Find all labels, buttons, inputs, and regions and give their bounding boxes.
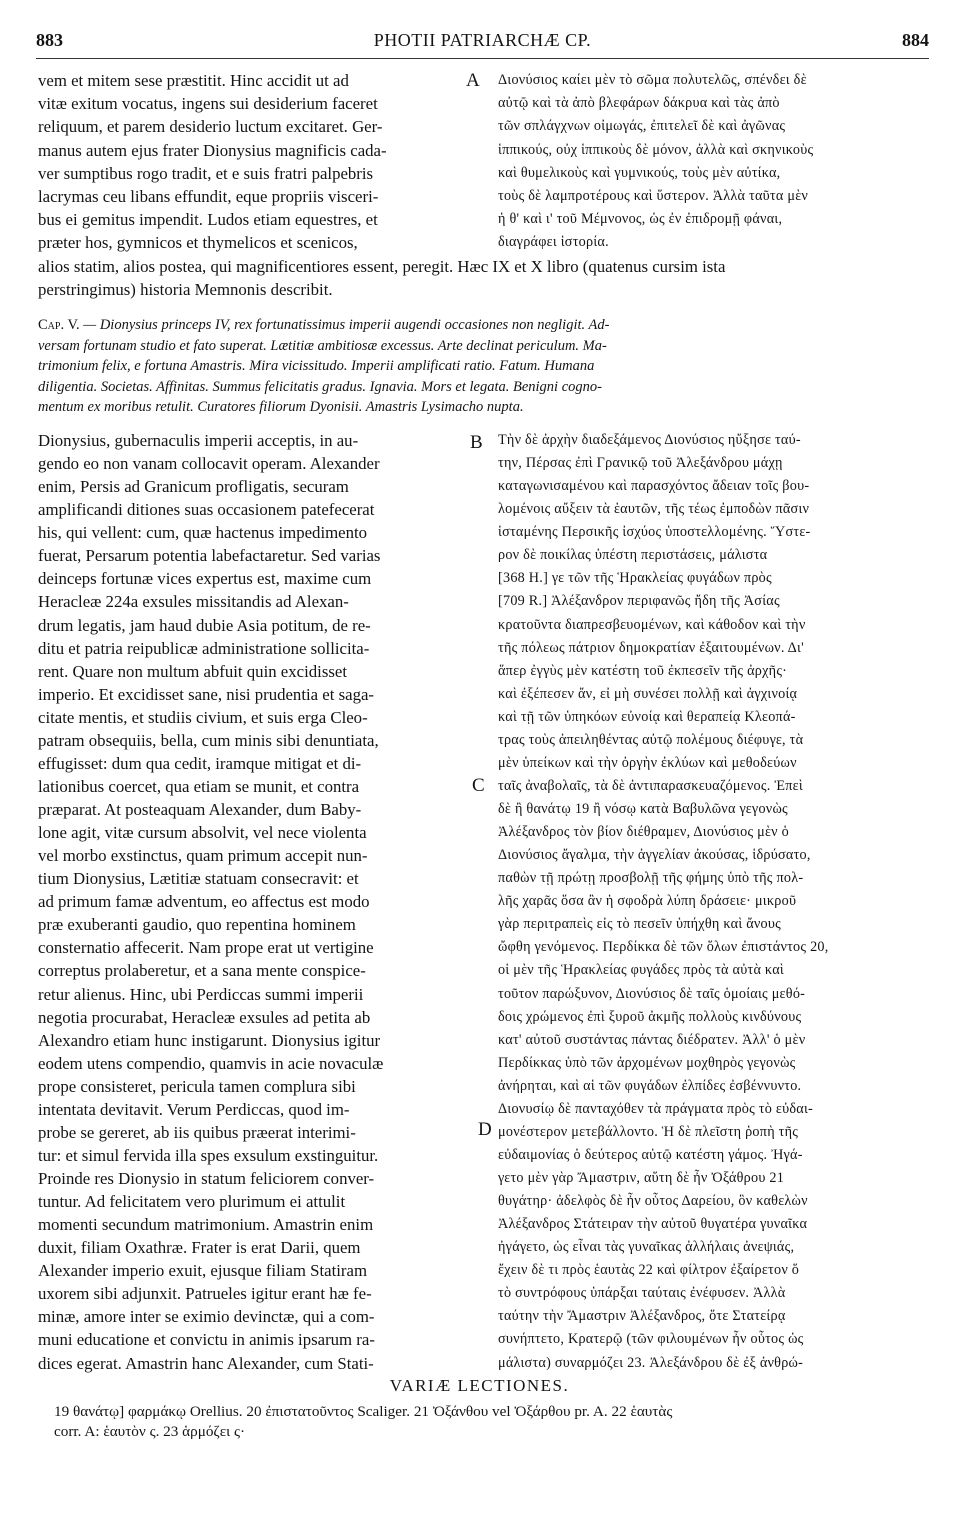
greek-line: ταῖς ἀναβολαῖς, τὰ δὲ ἀντιπαρασκευαζόμενος. Ἐπεὶ	[498, 777, 803, 794]
latin-line: præ exuberanti gaudio, quo repentina hominem	[38, 915, 356, 935]
latin-line: probe se gereret, ab iis quibus præerat interimi-	[38, 1122, 356, 1142]
latin-line: rent. Quare non multum abfuit quin excidisset	[38, 661, 347, 681]
latin-line: negotia procurabat, Heracleæ exsules ad petita ab	[38, 1007, 371, 1027]
greek-line: Διονύσιος καίει μὲν τὸ σῶμα πολυτελῶς, σπένδει δὲ	[498, 72, 807, 88]
greek-line: την, Πέρσας ἐπὶ Γρανικῷ τοῦ Ἀλεξάνδρου μάχῃ	[498, 455, 783, 472]
latin-line: fuerat, Persarum potentia labefactaretur. Sed varias	[38, 546, 381, 566]
latin-line: Alexandro etiam hunc instigarunt. Dionysius igitur	[38, 1030, 381, 1050]
latin-line: deinceps fortunæ vices expertus est, maxime cum	[38, 569, 372, 589]
greek-line: ὤφθη γενόμενος. Περδίκκα δὲ τῶν ὅλων ἐπιστάντος 20,	[498, 939, 829, 956]
latin-line: bus ei gemitus impendit. Ludos etiam equestres, et	[38, 210, 378, 230]
summary-line	[38, 315, 930, 336]
latin-line: correptus prolaberetur, et a sana mente conspice-	[38, 961, 366, 981]
greek-column-top	[498, 69, 930, 255]
latin-line: Alexander imperio exuit, ejusque filiam Statiram	[38, 1261, 368, 1281]
greek-line: λομένοις αὔξειν τὰ ἑαυτῶν, τῆς τέως ἐμποδὼν πᾶσιν	[498, 501, 810, 518]
greek-line: γὰρ περιτραπεὶς εἰς τὸ πεσεῖν ὑπήχθη καὶ ἄνους	[498, 916, 782, 933]
summary-line: versam fortunam studio et fato superat. Lætitiæ ambitiosæ excessus. Arte declinat periculum. Ma-	[38, 337, 607, 354]
page-number-left: 883	[36, 30, 63, 50]
greek-line: ἅπερ ἐγγὺς μὲν κατέστη τοῦ ἐκπεσεῖν τῆς ἀρχῆς·	[498, 662, 788, 679]
summary-line: trimonium felix, e fortuna Amastris. Mira vicissitudo. Imperii amplificati ratio. Fatum. Humana	[38, 358, 595, 375]
greek-column-main	[498, 429, 930, 1375]
running-header	[36, 30, 929, 59]
latin-line: enim, Persis ad Granicum profligatis, securam	[38, 477, 349, 497]
greek-line: δὲ ἢ θανάτῳ 19 ἢ νόσῳ κατὰ Βαβυλῶνα γεγονὼς	[498, 801, 788, 817]
latin-line: muni educatione et convictu in animis ipsarum ra-	[38, 1330, 375, 1350]
margin-letter-d: D	[478, 1119, 492, 1140]
latin-line: dices egerat. Amastrin hanc Alexander, cum Stati-	[38, 1353, 374, 1373]
summary-text: — Dionysius princeps IV, rex fortunatissimus imperii augendi occasiones non negligit. Ad-	[83, 317, 610, 333]
latin-line: gendo eo non vanam collocavit operam. Alexander	[38, 454, 380, 474]
margin-letter-c: C	[472, 775, 485, 796]
greek-line: ρον δὲ ποικίλας ὑπέστη περιστάσεις, μάλιστα	[498, 547, 768, 564]
greek-line: καὶ ἐξέπεσεν ἄν, εἰ μὴ συνέσει πολλῇ καὶ ἀγχινοίᾳ	[498, 685, 798, 702]
latin-line: eodem utens compendio, quamvis in acie novaculæ	[38, 1053, 384, 1073]
variant-note-line: 19 θανάτῳ] φαρμάκῳ Orellius. 20 ἐπιστατοῦντος Scaliger. 21 Ὀξάνθου vel Ὀξάρθου pr. A. 22 ἑαυτὰς	[54, 1403, 673, 1420]
latin-line: ad primum famæ adventum, eo affectus est modo	[38, 892, 370, 912]
latin-line: tur: et simul fervida illa spes exsulum exstinguitur.	[38, 1145, 379, 1165]
latin-line: his, qui vellent: cum, quæ hactenus impedimento	[38, 523, 368, 543]
latin-line: momenti secundum matrimonium. Amastrin enim	[38, 1215, 374, 1235]
greek-line: Διονύσιος ἄγαλμα, τὴν ἀγγελίαν ἀκούσας, ἱδρύσατο,	[498, 847, 811, 864]
latin-line: uxorem sibi adjunxit. Patrueles igitur erant hæ fe-	[38, 1284, 372, 1304]
greek-line: τοῦτον παρώξυνον, Διονύσιος δὲ ταῖς ὁμοίαις μεθό-	[498, 985, 806, 1002]
variant-note-line: corr. A: ἑαυτὸν ς. 23 ἁρμόζει ς·	[54, 1423, 246, 1440]
greek-line: Ἀλέξανδρος τὸν βίον διέθραμεν, Διονύσιος μὲν ὁ	[498, 824, 789, 841]
latin-line: tium Dionysius, Lætitiæ statuam consecravit: et	[38, 869, 359, 889]
greek-line: θυγάτηρ· ἀδελφὸς δὲ ἦν οὗτος Δαρείου, ὃν καθελὼν	[498, 1193, 808, 1210]
summary-line: diligentia. Societas. Affinitas. Summus felicitatis gradus. Ignavia. Mors et legata. Benigni cogno-	[38, 378, 602, 395]
full-width-line: alios statim, alios postea, qui magnificentiores essent, peregit. Hæc IX et X libro (quatenus cursim ista	[38, 257, 726, 276]
latin-line: Dionysius, gubernaculis imperii acceptis, in au-	[38, 431, 359, 450]
latin-line: duxit, filiam Oxathræ. Frater is erat Darii, quem	[38, 1238, 361, 1258]
greek-line: [709 R.] Ἀλέξανδρον περιφανῶς ἤδη τῆς Ἀσίας	[498, 593, 780, 610]
greek-line: ἡ θ' καὶ ι' τοῦ Μέμνονος, ὡς ἐν ἐπιδρομῇ φάναι,	[498, 211, 783, 228]
greek-line: κατ' αὐτοῦ συστάντας πάντας διέδρατεν. Ἀλλ' ὁ μὲν	[498, 1031, 806, 1048]
latin-line: consternatio affecerit. Nam prope erat ut vertigine	[38, 938, 374, 958]
greek-line: τῆς πόλεως πάτριον δημοκρατίαν ἐξαιτουμένων. Δι'	[498, 639, 804, 656]
greek-line: συνήπτετο, Κρατερῷ (τῶν φιλουμένων ἦν οὗτος ὡς	[498, 1331, 804, 1348]
latin-line: amplificandi ditiones suas occasionem patefecerat	[38, 500, 375, 520]
margin-letter-b: B	[470, 432, 483, 453]
latin-line: patram obsequiis, bella, cum minis sibi denuntiata,	[38, 730, 379, 750]
latin-line: citate mentis, et studiis civium, et suis erga Cleo-	[38, 707, 368, 727]
latin-line: tuntur. Ad felicitatem vero plurimum ei attulit	[38, 1192, 346, 1212]
greek-line: διαγράφει ἱστορία.	[498, 234, 609, 251]
latin-line: lationibus coercet, qua etiam se munit, et contra	[38, 776, 360, 796]
greek-line: Διονυσίῳ δὲ πανταχόθεν τὰ πράγματα πρὸς τὸ εὐδαι-	[498, 1100, 814, 1117]
greek-line: ἀνήρηται, καὶ αἱ τῶν φυγάδων ἐλπίδες ἐσβέννυντο.	[498, 1077, 802, 1094]
latin-line: ditu et patria reipublicæ administratione sollicita-	[38, 638, 370, 658]
greek-line: καὶ θυμελικοὺς καὶ γυμνικούς, τοὺς μὲν αὐτίκα,	[498, 164, 781, 181]
greek-line: τῶν σπλάγχνων οἰμωγάς, ἐπιτελεῖ δὲ καὶ ἀγῶνας	[498, 118, 786, 135]
greek-line: Ἀλέξανδρος Στάτειραν τὴν αὐτοῦ θυγατέρα γυναῖκα	[498, 1216, 808, 1233]
greek-line: Τὴν δὲ ἀρχὴν διαδεξάμενος Διονύσιος ηὔξησε ταύ-	[498, 432, 801, 448]
full-width-line: perstringimus) historia Memnonis describit.	[38, 280, 333, 300]
greek-line: μονέστερον μετεβάλλοντο. Ἡ δὲ πλεῖστη ῥοπὴ τῆς	[498, 1123, 799, 1140]
chapter-summary	[38, 315, 930, 418]
greek-line: αὐτῷ καὶ τὰ ἀπὸ βλεφάρων δάκρυα καὶ τὰς ἀπὸ	[498, 95, 780, 112]
greek-line: εὐδαιμονίας ὁ δεύτερος αὐτῷ κατέστη γάμος. Ἠγά-	[498, 1146, 803, 1163]
latin-line: drum legatis, jam haud dubie Asia potitum, de re-	[38, 615, 371, 635]
latin-line: præter hos, gymnicos et thymelicos et scenicos,	[38, 233, 358, 253]
page-number-right: 884	[902, 30, 929, 50]
running-title: PHOTII PATRIARCHÆ CP.	[373, 30, 592, 50]
latin-line: reliquum, et parem desiderio luctum excitaret. Ger-	[38, 117, 383, 137]
greek-line: παθὼν τῇ πρώτῃ προσβολῇ τῆς φήμης ὑπὸ τῆς πολ-	[498, 870, 804, 887]
greek-line: ἔχειν δὲ τι πρὸς ἑαυτὰς 22 καὶ φίλτρον ἐξαίρετον ὅ	[498, 1262, 800, 1279]
greek-line: ἠγάγετο, ὡς εἶναι τὰς γυναῖκας ἀλλήλαις ἀνεψιάς,	[498, 1239, 795, 1256]
greek-line: Περδίκκας ὑπὸ τῶν ἀρχομένων μοχθηρὸς γεγονὼς	[498, 1054, 796, 1071]
latin-line: manus autem ejus frater Dionysius magnificis cada-	[38, 140, 387, 160]
greek-line: τοὺς δὲ λαμπροτέρους καὶ ὕστερον. Ἀλλὰ ταῦτα μὲν	[498, 187, 809, 204]
latin-column-main	[38, 429, 470, 1375]
greek-line: τὸ συντρόφους ὑπάρξαι ταύταις ἐνέφυσεν. Ἀλλὰ	[498, 1285, 786, 1302]
greek-line: λῆς χαρᾶς ὅσα ἂν ἡ σφοδρὰ λύπη δράσειε· μικροῦ	[498, 893, 797, 910]
latin-line: Proinde res Dionysio in statum feliciorem conver-	[38, 1169, 375, 1188]
greek-line: δοις χρώμενος ἐπὶ ξυροῦ ἀκμῆς πολλοὺς κινδύνους	[498, 1008, 802, 1025]
greek-line: καταγωνισαμένου καὶ παρασχόντος ἄδειαν τοῖς βου-	[498, 478, 810, 495]
latin-column-top	[38, 69, 470, 255]
variae-lectiones-title: VARIÆ LECTIONES.	[389, 1376, 570, 1395]
latin-line: vem et mitem sese præstitit. Hinc accidit ut ad	[38, 71, 349, 90]
greek-line: κρατοῦντα διαπρεσβευομένων, καὶ κάθοδον καὶ τὴν	[498, 616, 806, 633]
greek-line: γετο μὲν γὰρ Ἄμαστριν, αὕτη δὲ ἦν Ὀξάθρου 21	[498, 1170, 785, 1186]
variae-lectiones-notes	[54, 1402, 934, 1442]
latin-line: imperio. Et excidisset sane, nisi prudentia et saga-	[38, 684, 374, 704]
greek-line: μὲν ὑπείκων καὶ τὴν ὀργὴν ἐκλύων καὶ μεθοδεύων	[498, 754, 797, 771]
latin-line: vel morbo exstinctus, quam primum accepit nun-	[38, 846, 368, 866]
latin-line: intentata devitavit. Verum Perdiccas, quod im-	[38, 1099, 350, 1119]
margin-letter-a: A	[466, 70, 480, 91]
full-width-paragraph	[38, 255, 930, 301]
latin-line: ver sumptibus rogo tradit, et e suis fratri palpebris	[38, 163, 374, 183]
latin-line: lone agit, vitæ cursum absolvit, vel nece violenta	[38, 823, 367, 843]
latin-line: præparat. At posteaquam Alexander, dum Baby-	[38, 800, 362, 819]
greek-line: οἱ μὲν τῆς Ἡρακλείας φυγάδες πρὸς τὰ αὐτὰ καὶ	[498, 962, 784, 979]
greek-line: ἱσταμένης Περσικῆς ἰσχύος ὑποστελλομένης. Ὕστε-	[498, 524, 811, 541]
latin-line: Heracleæ 224a exsules missitandis ad Alexan-	[38, 592, 349, 612]
greek-line: [368 H.] γε τῶν τῆς Ἡρακλείας φυγάδων πρὸς	[498, 570, 772, 587]
latin-line: vitæ exitum vocatus, ingens sui desiderium faceret	[38, 94, 378, 114]
greek-line: ἱππικούς, οὐχ ἱππικοὺς δὲ μόνον, ἀλλὰ καὶ σκηνικοὺς	[498, 141, 814, 158]
latin-line: prope consisteret, pericula tamen complura sibi	[38, 1076, 356, 1096]
chapter-label: Cap. V.	[38, 317, 80, 333]
latin-line: retur alienus. Hinc, ubi Perdiccas summi imperii	[38, 984, 364, 1004]
greek-line: καὶ τῇ τῶν ὑπηκόων εὐνοίᾳ καὶ θεραπείᾳ Κλεοπά-	[498, 708, 796, 725]
latin-line: effugisset: dum qua cedit, iramque mitigat et di-	[38, 753, 362, 773]
greek-line: μάλιστα) συναρμόζει 23. Ἀλεξάνδρου δὲ ἐξ ἀνθρώ-	[498, 1354, 804, 1371]
greek-line: τρας τοὺς ἀπειληθέντας αὐτῷ πολέμους διέφυγε, τὰ	[498, 731, 804, 748]
greek-line: ταύτην τὴν Ἄμαστριν Ἀλέξανδρος, ὅτε Στατείρᾳ	[498, 1308, 786, 1325]
latin-line: minæ, amore inter se eximio devinctæ, qui a com-	[38, 1307, 375, 1327]
latin-line: lacrymas ceu libans effundit, eque propriis visceri-	[38, 186, 379, 206]
summary-line: mentum ex moribus retulit. Curatores filiorum Dyonisii. Amastris Lysimacho nupta.	[38, 399, 524, 416]
